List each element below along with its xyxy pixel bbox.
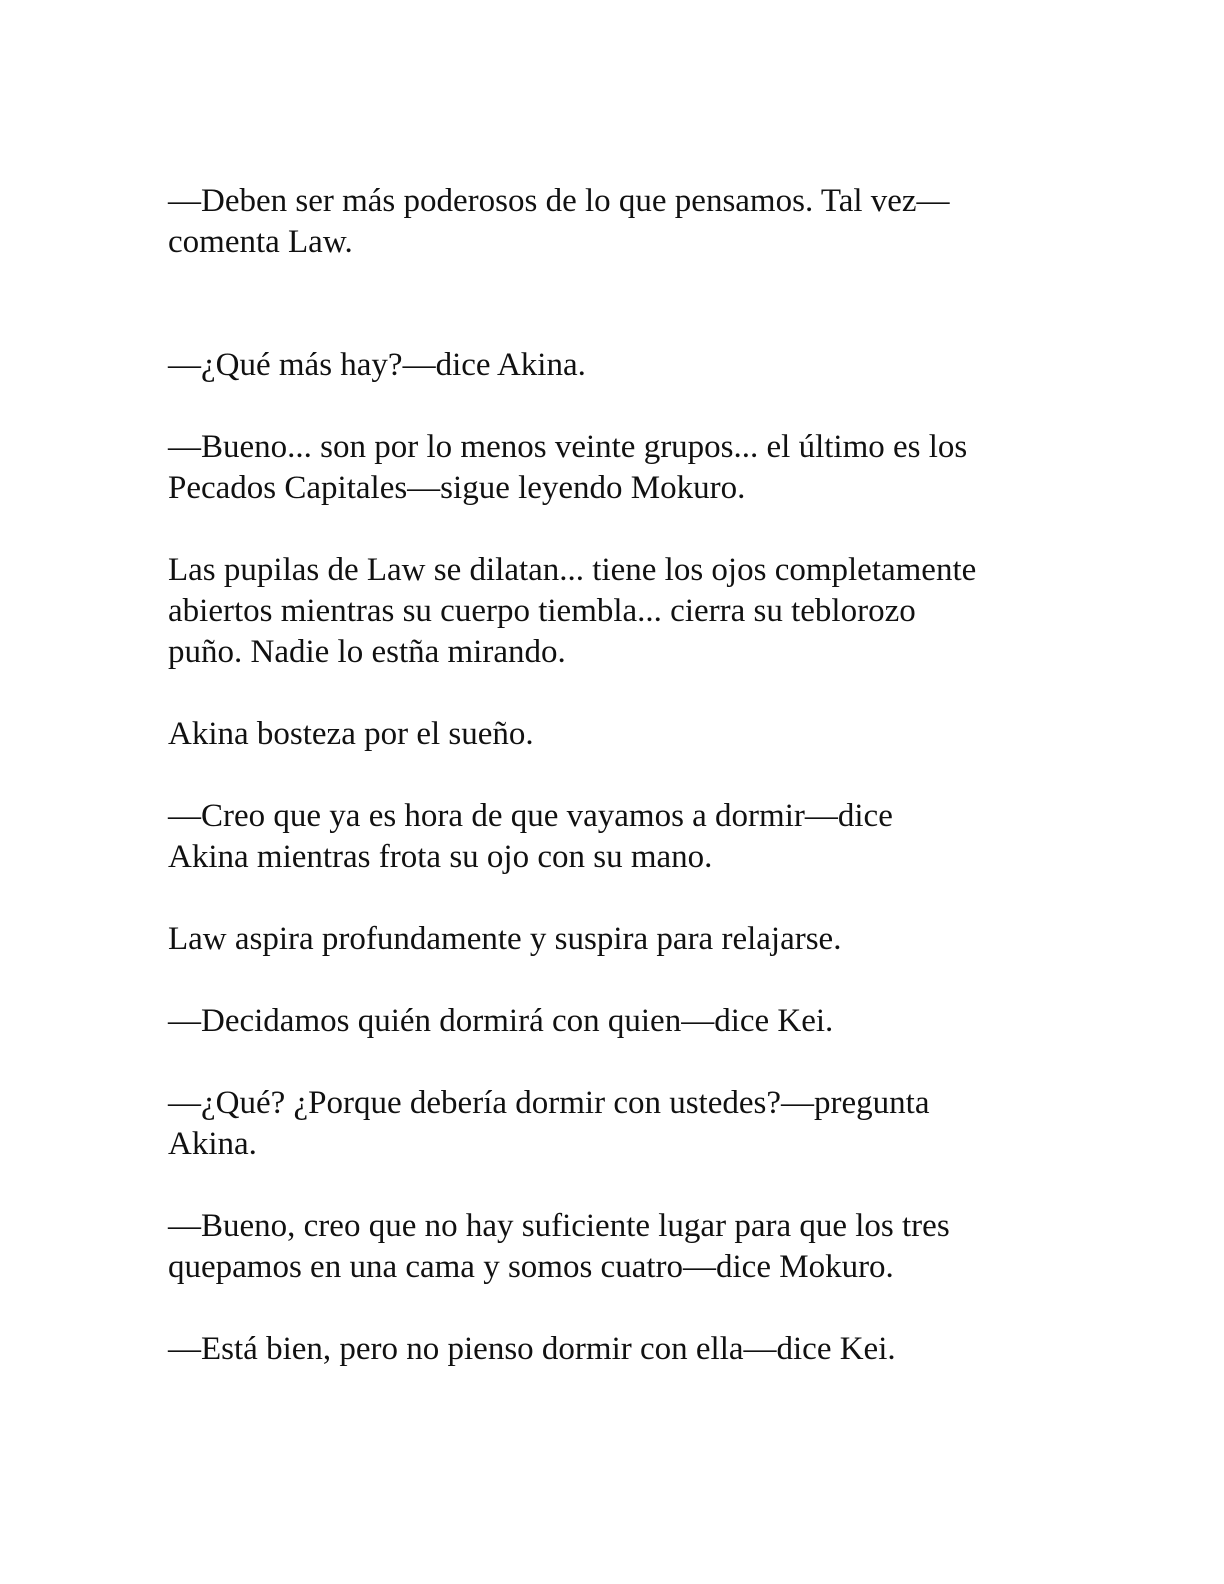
text-line: comenta Law. (168, 224, 353, 260)
paragraph (168, 345, 1068, 386)
paragraph (168, 181, 1068, 263)
body-text (168, 181, 1068, 1370)
text-line: quepamos en una cama y somos cuatro—dice Mokuro. (168, 1249, 894, 1285)
text-line: —Creo que ya es hora de que vayamos a dormir—dice (168, 798, 893, 834)
paragraph (168, 427, 1068, 509)
text-line: Law aspira profundamente y suspira para relajarse. (168, 921, 842, 957)
paragraph (168, 550, 1068, 673)
text-line: puño. Nadie lo estña mirando. (168, 634, 566, 670)
text-line: Akina mientras frota su ojo con su mano. (168, 839, 713, 875)
text-line: —Bueno, creo que no hay suficiente lugar para que los tres (168, 1208, 950, 1244)
text-line: —Bueno... son por lo menos veinte grupos... el último es los (168, 429, 968, 465)
paragraph (168, 919, 1068, 960)
text-line: Akina. (168, 1126, 257, 1162)
text-line: —Decidamos quién dormirá con quien—dice Kei. (168, 1003, 834, 1039)
text-line: —Deben ser más poderosos de lo que pensamos. Tal vez— (168, 183, 950, 219)
paragraph (168, 1001, 1068, 1042)
text-line: Akina bosteza por el sueño. (168, 716, 534, 752)
text-line: —¿Qué? ¿Porque debería dormir con ustedes?—pregunta (168, 1085, 930, 1121)
paragraph (168, 796, 1068, 878)
text-line: —Está bien, pero no pienso dormir con ella—dice Kei. (168, 1331, 896, 1367)
paragraph (168, 714, 1068, 755)
text-line: Pecados Capitales—sigue leyendo Mokuro. (168, 470, 746, 506)
text-line: —¿Qué más hay?—dice Akina. (168, 347, 586, 383)
paragraph (168, 1083, 1068, 1165)
text-line: abiertos mientras su cuerpo tiembla... cierra su teblorozo (168, 593, 916, 629)
paragraph (168, 1329, 1068, 1370)
paragraph (168, 1206, 1068, 1288)
text-line: Las pupilas de Law se dilatan... tiene los ojos completamente (168, 552, 977, 588)
